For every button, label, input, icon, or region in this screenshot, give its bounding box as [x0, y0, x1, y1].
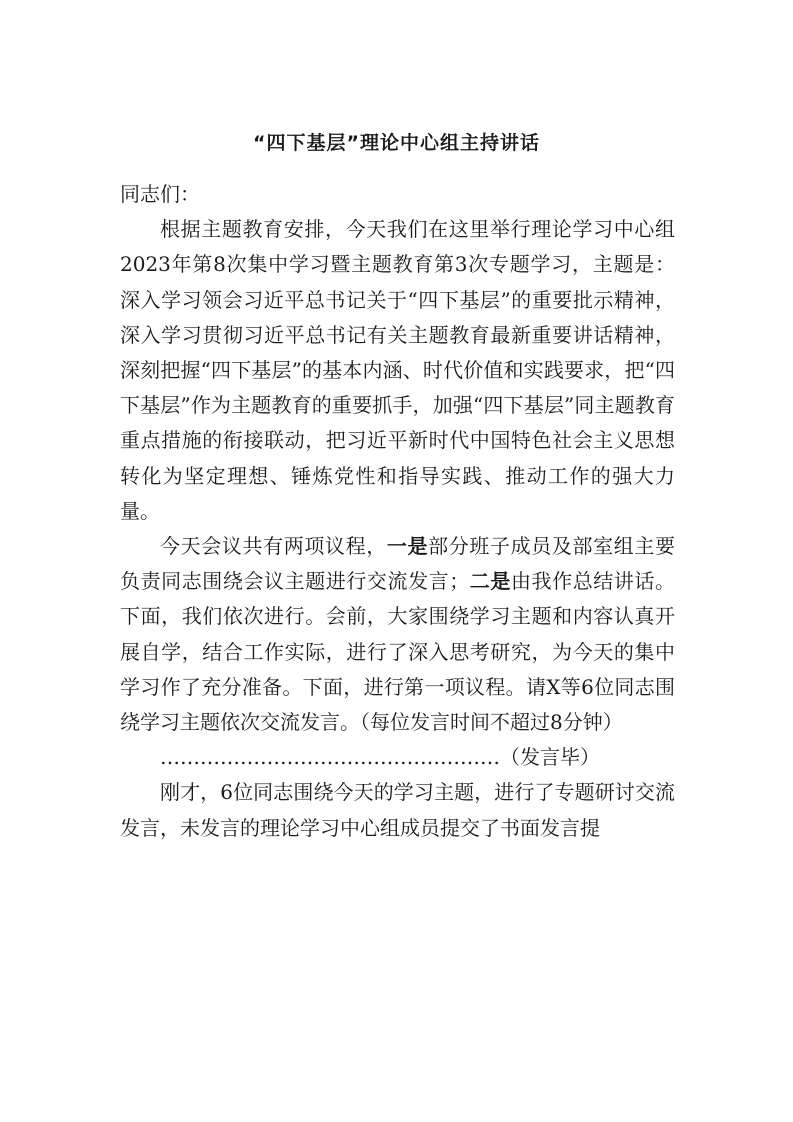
paragraph-intro: 根据主题教育安排，今天我们在这里举行理论学习中心组2023年第8次集中学习暨主题教育第3次专题学习，主题是：深入学习领会习近平总书记关于“四下基层”的重要批示精神，深入学习贯彻习近平总书记有关主题教育最新重要讲话精神，深刻把握“四下基层”的基本内涵、时代价值和实践要求，把“四下基层”作为主题教育的重要抓手，加强“四下基层”同主题教育重点措施的衔接联动，把习近平新时代中国特色社会主义思想转化为坚定理想、锤炼党性和指导实践、推动工作的强大力量。	[120, 217, 675, 523]
agenda-text-2: 部分班子成员及部室组主要负责同志围绕会议主题进行交流发言；	[120, 534, 675, 594]
paragraph-agenda	[120, 529, 675, 740]
agenda-text-3: 由我作总结讲话。下面，我们依次进行。会前，大家围绕学习主题和内容认真开展自学，结合工作实际，进行了深入思考研究，为今天的集中学习作了充分准备。下面，进行第一项议程。请X等6位同志围绕学习主题依次交流发言。（每位发言时间不超过8分钟）	[120, 569, 676, 735]
salutation: 同志们：	[120, 182, 200, 206]
agenda-item-two-label: 二是	[469, 569, 511, 594]
document-title: “四下基层”理论中心组主持讲话	[253, 132, 540, 154]
speech-end-marker: ……………………………………………（发言毕）	[160, 745, 600, 770]
paragraph-summary: 刚才，6位同志围绕今天的学习主题，进行了专题研讨交流发言，未发言的理论学习中心组成员提交了书面发言提	[120, 780, 675, 840]
document-body	[120, 177, 675, 846]
agenda-item-one-label: 一是	[386, 534, 429, 559]
agenda-text-1: 今天会议共有两项议程，	[160, 534, 387, 559]
